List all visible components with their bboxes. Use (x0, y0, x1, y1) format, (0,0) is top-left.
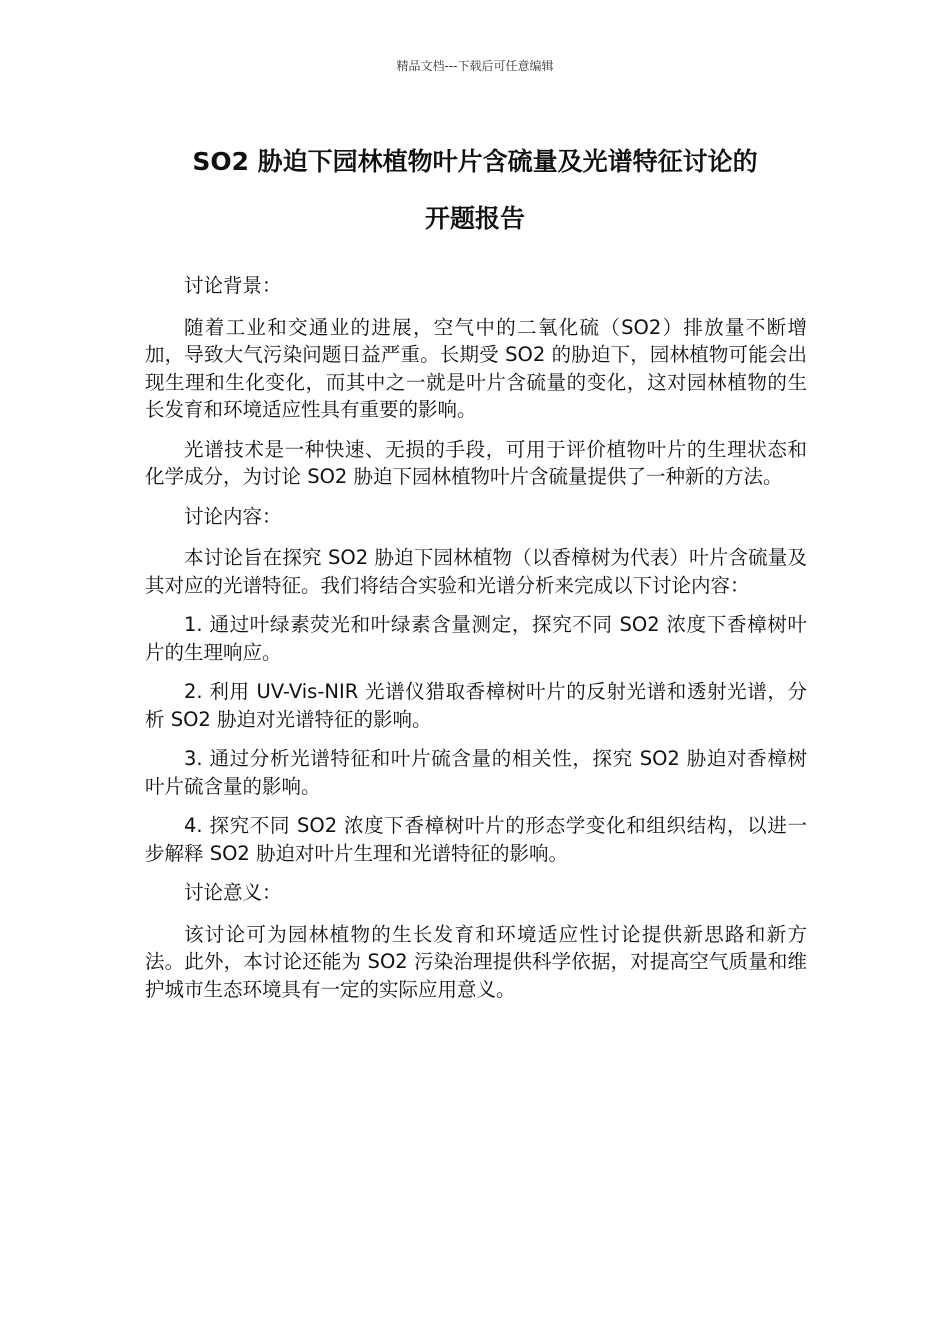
page-header-note: 精品文档---下载后可任意编辑 (396, 59, 554, 73)
background-paragraph-1: 随着工业和交通业的进展，空气中的二氧化硫（SO2）排放量不断增加，导致大气污染问题日益严重。长期受 SO2 的胁迫下，园林植物可能会出现生理和生化变化，而其中之一就是叶片含硫量的变化，这对园林植物的生长发育和环境适应性具有重要的影响。 (145, 315, 807, 421)
content-list-item: 3. 通过分析光谱特征和叶片硫含量的相关性，探究 SO2 胁迫对香樟树叶片硫含量的影响。 (145, 747, 807, 798)
section-heading-content: 讨论内容： (184, 504, 282, 528)
section-heading-background: 讨论背景： (184, 274, 282, 297)
content-list-item: 4. 探究不同 SO2 浓度下香樟树叶片的形态学变化和组织结构，以进一步解释 SO2 胁迫对叶片生理和光谱特征的影响。 (145, 814, 807, 865)
document-title-line-2: 开题报告 (424, 204, 525, 233)
background-paragraph-2: 光谱技术是一种快速、无损的手段，可用于评价植物叶片的生理状态和化学成分，为讨论 SO2 胁迫下园林植物叶片含硫量提供了一种新的方法。 (145, 437, 807, 488)
content-list-item: 1. 通过叶绿素荧光和叶绿素含量测定，探究不同 SO2 浓度下香樟树叶片的生理响应。 (145, 613, 807, 664)
section-heading-significance: 讨论意义： (184, 881, 282, 904)
document-title-line-1: SO2 胁迫下园林植物叶片含硫量及光谱特征讨论的 (192, 147, 758, 176)
content-intro-paragraph: 本讨论旨在探究 SO2 胁迫下园林植物（以香樟树为代表）叶片含硫量及其对应的光谱特征。我们将结合实验和光谱分析来完成以下讨论内容： (145, 546, 807, 597)
document-title (145, 133, 805, 247)
significance-paragraph: 该讨论可为园林植物的生长发育和环境适应性讨论提供新思路和新方法。此外，本讨论还能为 SO2 污染治理提供科学依据，对提高空气质量和维护城市生态环境具有一定的实际应用意义。 (145, 922, 807, 1001)
content-list-item: 2. 利用 UV-Vis-NIR 光谱仪猎取香樟树叶片的反射光谱和透射光谱，分析 SO2 胁迫对光谱特征的影响。 (145, 680, 807, 731)
document-body (145, 272, 807, 1015)
